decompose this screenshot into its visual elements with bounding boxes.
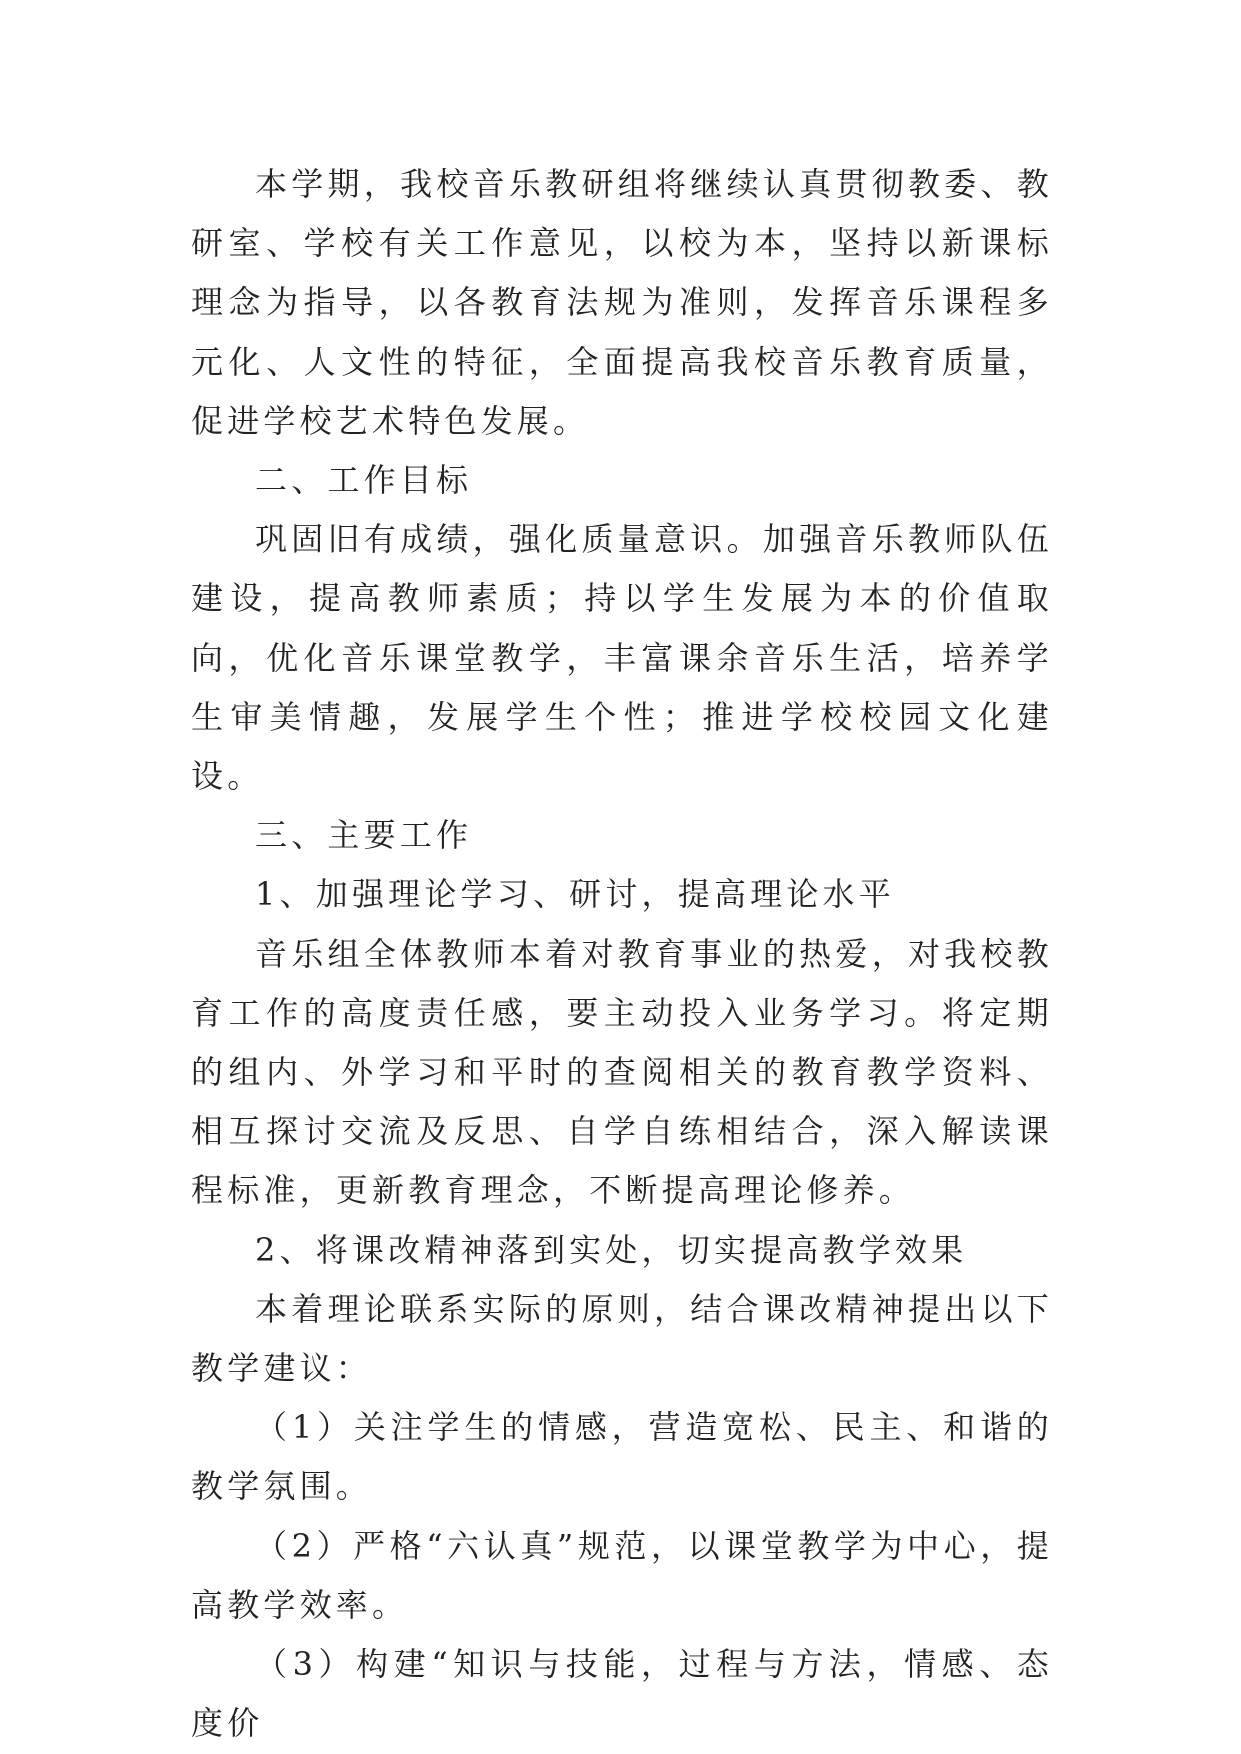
list-item-suggestion-1: （1）关注学生的情感，营造宽松、民主、和谐的教学氛围。 [191,1408,1053,1506]
paragraph-teaching-suggestions: 本着理论联系实际的原则，结合课改精神提出以下教学建议： [191,1289,1053,1388]
list-item-suggestion-3: （3）构建“知识与技能，过程与方法，情感、态度价 [191,1645,1053,1743]
paragraph-intro: 本学期，我校音乐教研组将继续认真贯彻教委、教研室、学校有关工作意见，以校为本，坚持以新课标理念为指导，以各教育法规为准则，发挥音乐课程多元化、人文性的特征，全面提高我校音乐教育质量，促进学校艺术特色发展。 [191,165,1053,440]
subheading-theory-study: 1、加强理论学习、研讨，提高理论水平 [255,875,895,914]
paragraph-theory-study: 音乐组全体教师本着对教育事业的热爱，对我校教育工作的高度责任感，要主动投入业务学习。将定期的组内、外学习和平时的查阅相关的教育教学资料、相互探讨交流及反思、自学自练相结合，深入解读课程标准，更新教育理念，不断提高理论修养。 [191,934,1053,1210]
list-item-suggestion-2: （2）严格“六认真”规范，以课堂教学为中心，提高教学效率。 [191,1526,1053,1624]
heading-work-goals: 二、工作目标 [255,461,473,500]
heading-main-work: 三、主要工作 [255,816,473,855]
subheading-curriculum-reform: 2、将课改精神落到实处，切实提高教学效果 [255,1230,968,1269]
document-body [191,155,1053,1753]
paragraph-work-goals: 巩固旧有成绩，强化质量意识。加强音乐教师队伍建设，提高教师素质；持以学生发展为本的价值取向，优化音乐课堂教学，丰富课余音乐生活，培养学生审美情趣，发展学生个性；推进学校校园文化建设。 [191,520,1053,796]
